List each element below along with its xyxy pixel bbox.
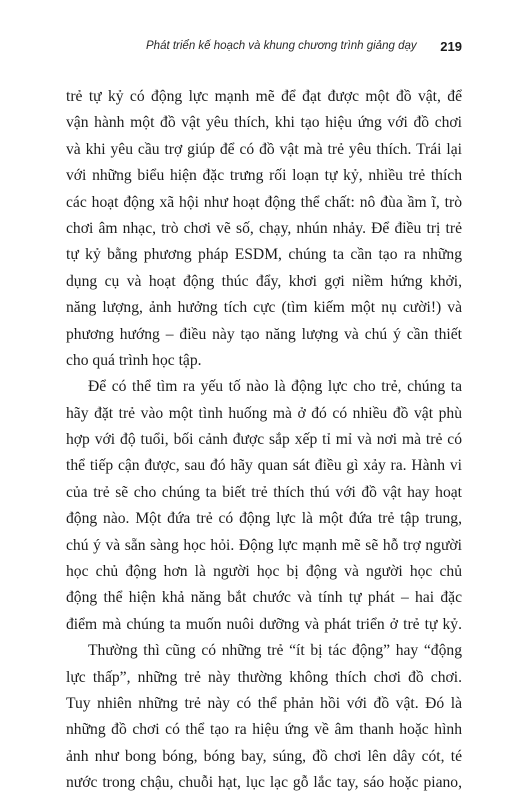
running-header [66,40,462,58]
text-line: cho quá trình học tập. [66,351,202,369]
text-line: Thường thì cũng có những trẻ “ít bị tác động” hay “động [88,642,462,660]
text-line: của trẻ sẽ cho chúng ta biết trẻ thích thú với đồ vật hay hoạt [66,483,462,501]
text-line: điểm mà chúng ta muốn nuôi dưỡng và phát triển ở trẻ tự kỷ. [66,615,462,633]
text-line: năng lượng, ảnh hưởng tích cực (tìm kiếm một nụ cười!) và [66,299,462,317]
text-line: ảnh như bong bóng, bóng bay, súng, đồ chơi lên dây cót, té [66,747,462,765]
text-line: Để có thể tìm ra yếu tố nào là động lực cho trẻ, chúng ta [88,378,462,396]
text-line: nước trong chậu, chuỗi hạt, lục lạc gỗ lắc tay, sáo hoặc piano, [66,774,462,792]
text-line: Tuy nhiên những trẻ này có thể phản hồi với đồ vật. Đó là [66,694,462,712]
text-line: thể tiếp cận được, sau đó hãy quan sát điều gì xảy ra. Hành vi [66,457,462,475]
text-line: với những biểu hiện đặc trưng rối loạn tự kỷ, nhiều trẻ thích [66,167,462,185]
text-line: vận hành một đồ vật yêu thích, khi tạo hiệu ứng với đồ chơi [66,114,462,132]
text-line: chú ý và sẵn sàng học hỏi. Động lực mạnh mẽ sẽ hỗ trợ người [66,536,462,554]
text-line: hợp với độ tuổi, bối cảnh được sắp xếp tỉ mỉ và nơi mà trẻ có [66,431,462,449]
paragraph-2 [66,374,462,638]
text-line: động nào. Một đứa trẻ có động lực là một đứa trẻ tập trung, [66,510,462,528]
text-line: hãy đặt trẻ vào một tình huống mà ở đó có nhiều đồ vật phù [66,404,462,422]
text-line: chơi âm nhạc, trò chơi vẽ số, chạy, nhún nhảy. Để điều trị trẻ [66,219,462,237]
text-line: những đồ chơi có thể tạo ra hiệu ứng về âm thanh hoặc hình [66,721,462,739]
chapter-title: Phát triển kế hoạch và khung chương trình giảng dạy [146,40,417,52]
text-line: lực thấp”, những trẻ này thường không thích chơi đồ chơi. [66,668,462,686]
text-line: học chủ động hơn là người học bị động và người học chủ [66,563,462,581]
text-line: trẻ tự kỷ có động lực mạnh mẽ để đạt được một đồ vật, để [66,88,462,105]
text-line: phương hướng – điều này tạo năng lượng và chú ý cần thiết [66,325,462,343]
text-line: dụng cụ và hoạt động thúc đẩy, khơi gợi niềm hứng khởi, [66,272,462,290]
paragraph-3 [66,638,462,796]
page-number: 219 [440,39,462,54]
text-line: và khi yêu cầu trợ giúp để có đồ vật mà trẻ yêu thích. Trái lại [66,140,462,158]
text-line: động thể hiện khả năng bắt chước và tính tự phát – hai đặc [66,589,462,607]
body-text [66,84,462,797]
paragraph-1 [66,84,462,374]
text-line: các hoạt động xã hội như hoạt động thể chất: nô đùa ầm ĩ, trò [66,193,462,211]
text-line: tự kỷ bằng phương pháp ESDM, chúng ta cần tạo ra những [66,246,462,264]
